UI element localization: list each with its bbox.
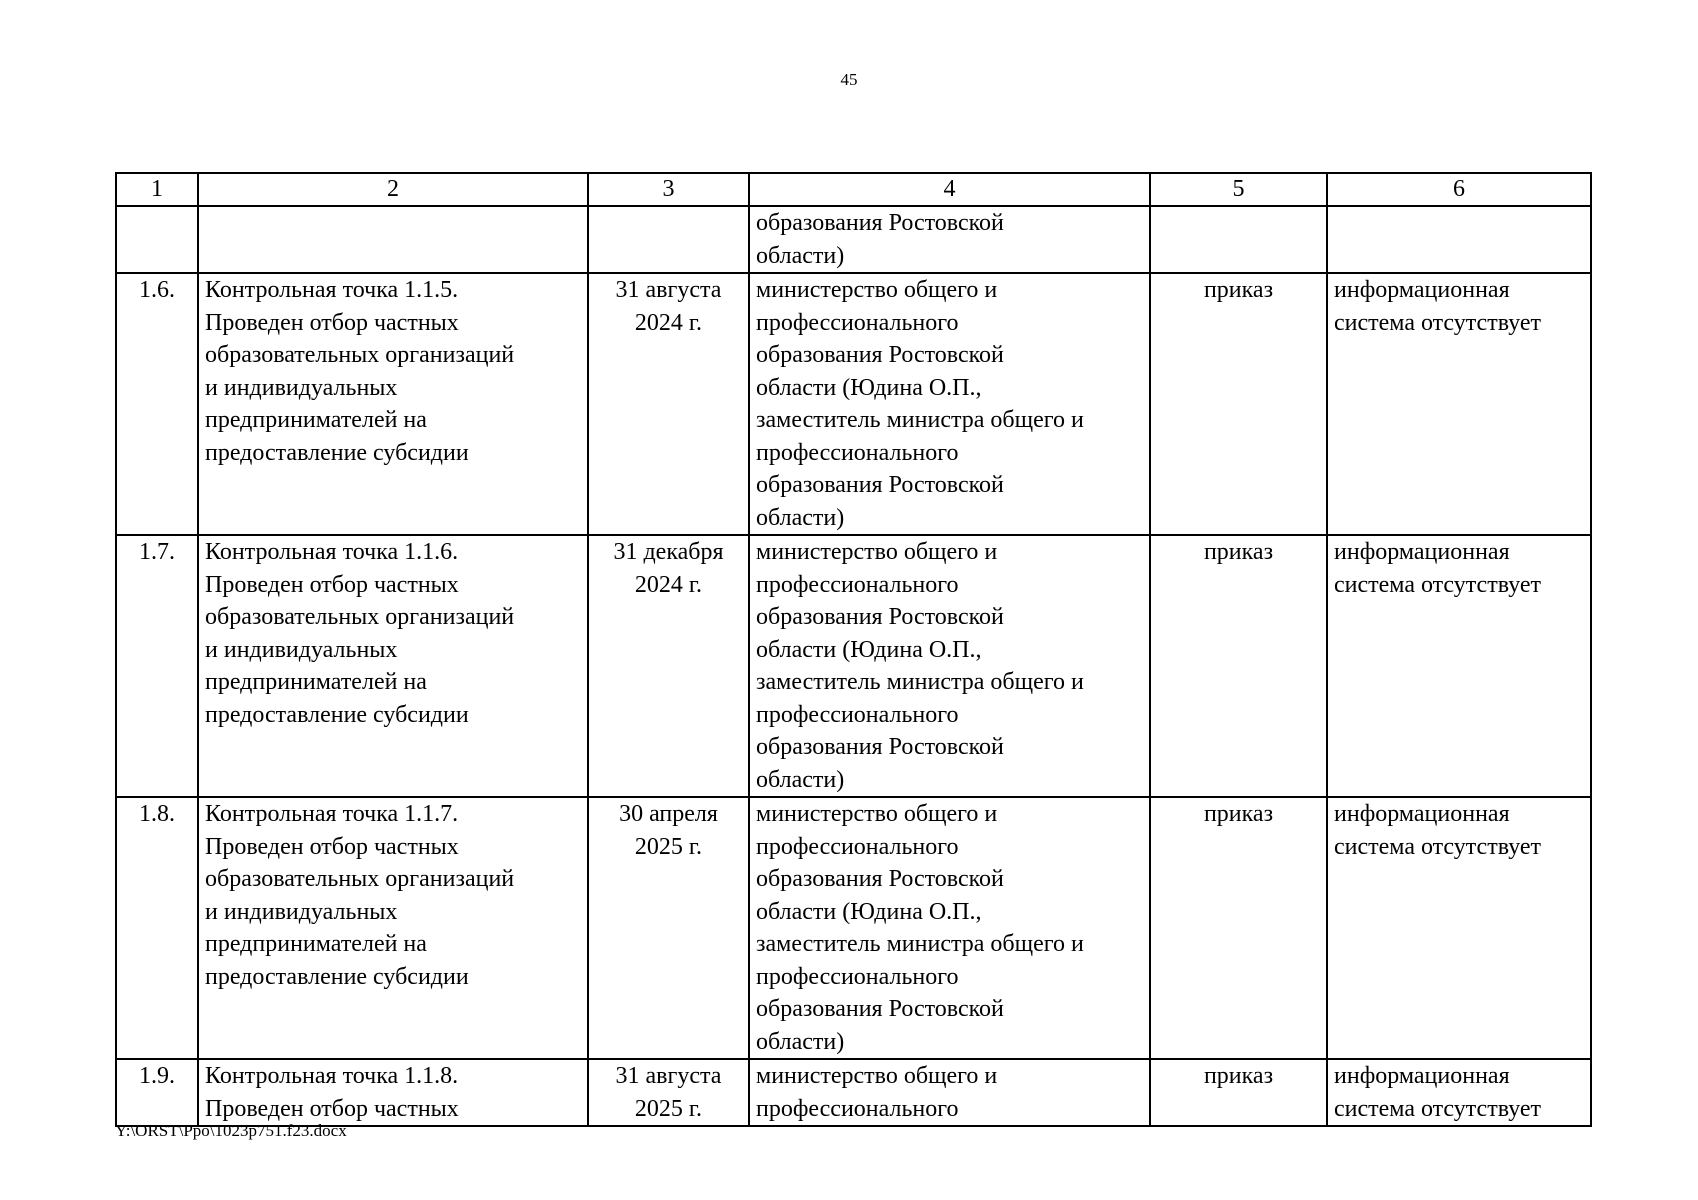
description-cell-line: и индивидуальных [205,898,398,925]
row-number-cell: 1.7. [116,535,198,797]
plan-table [115,172,1592,1127]
description-cell-line: образовательных организаций [205,866,515,892]
document-type-cell: приказ [1150,1059,1327,1126]
description-cell-line: предоставление субсидии [205,701,469,728]
responsible-cell-line: области (Юдина О.П., [756,374,982,401]
description-cell-line: предоставление субсидии [205,963,469,990]
responsible-cell-line: заместитель министра общего и [756,931,1084,957]
responsible-cell-line: образования Ростовской [756,604,1004,630]
responsible-cell-line: образования Ростовской [756,342,1004,368]
description-cell-line: предпринимателей на [205,407,427,433]
document-type-cell: приказ [1150,797,1327,1059]
page-number: 45 [840,70,858,89]
description-cell-line: Контрольная точка 1.1.5. [205,277,459,303]
responsible-cell [749,1059,1150,1126]
header-cell-2: 2 [198,173,588,206]
responsible-cell-line: образования Ростовской [756,210,1004,236]
row-number-cell [116,206,198,273]
description-cell [198,535,588,797]
description-cell-line: предпринимателей на [205,931,427,957]
description-cell-line: образовательных организаций [205,604,515,630]
responsible-cell-line: профессионального [756,571,959,598]
responsible-cell-line: профессионального [756,309,959,336]
document-type-cell [1150,206,1327,273]
responsible-cell [749,273,1150,535]
table-row [116,1059,1591,1126]
header-cell-4: 4 [749,173,1150,206]
description-cell-line: Контрольная точка 1.1.6. [205,539,459,565]
responsible-cell-line: министерство общего и [756,277,998,303]
description-cell [198,797,588,1059]
date-cell-line: 2024 г. [634,571,703,598]
responsible-cell [749,797,1150,1059]
table-row [116,273,1591,535]
responsible-cell [749,535,1150,797]
table-row [116,206,1591,273]
date-cell [588,273,749,535]
responsible-cell-line: профессионального [756,701,959,728]
information-system-cell-line: информационная [1334,539,1510,565]
responsible-cell-line: образования Ростовской [756,996,1004,1022]
description-cell-line: Проведен отбор частных [205,309,459,336]
responsible-cell-line: образования Ростовской [756,472,1004,498]
responsible-cell-line: профессионального [756,439,959,466]
responsible-cell-line: министерство общего и [756,1063,998,1089]
date-cell-line: 2025 г. [634,1095,703,1122]
responsible-cell-line: области) [756,242,845,269]
file-path-footer: Y:\ORST\Ppo\1023p751.f23.docx [115,1121,347,1140]
responsible-cell-line: области (Юдина О.П., [756,898,982,925]
description-cell-line: образовательных организаций [205,342,515,368]
date-cell-line: 2024 г. [634,309,703,336]
information-system-cell [1327,797,1591,1059]
responsible-cell-line: образования Ростовской [756,734,1004,760]
information-system-cell-line: система отсутствует [1334,571,1542,598]
description-cell-line: Контрольная точка 1.1.8. [205,1063,459,1089]
responsible-cell-line: заместитель министра общего и [756,669,1084,695]
information-system-cell [1327,535,1591,797]
responsible-cell-line: образования Ростовской [756,866,1004,892]
responsible-cell-line: профессионального [756,963,959,990]
responsible-cell-line: области) [756,1028,845,1055]
date-cell-line: 31 декабря [613,539,724,565]
description-cell-line: и индивидуальных [205,374,398,401]
header-cell-1: 1 [116,173,198,206]
information-system-cell-line: система отсутствует [1334,309,1542,336]
responsible-cell-line: заместитель министра общего и [756,407,1084,433]
row-number-cell: 1.8. [116,797,198,1059]
description-cell [198,1059,588,1126]
description-cell-line: предпринимателей на [205,669,427,695]
information-system-cell-line: информационная [1334,277,1510,303]
date-cell-line: 2025 г. [634,833,703,860]
information-system-cell [1327,206,1591,273]
description-cell-line: Проведен отбор частных [205,571,459,598]
responsible-cell-line: министерство общего и [756,539,998,565]
information-system-cell [1327,1059,1591,1126]
responsible-cell-line: министерство общего и [756,801,998,827]
information-system-cell-line: система отсутствует [1334,1095,1542,1122]
information-system-cell [1327,273,1591,535]
description-cell [198,273,588,535]
table-row [116,535,1591,797]
description-cell-line: Проведен отбор частных [205,833,459,860]
table-header-row [116,173,1591,206]
header-cell-3: 3 [588,173,749,206]
responsible-cell-line: области (Юдина О.П., [756,636,982,663]
date-cell [588,1059,749,1126]
document-type-cell: приказ [1150,273,1327,535]
date-cell-line: 31 августа [615,277,722,303]
description-cell [198,206,588,273]
row-number-cell: 1.9. [116,1059,198,1126]
document-type-cell: приказ [1150,535,1327,797]
description-cell-line: Проведен отбор частных [205,1095,459,1122]
date-cell [588,535,749,797]
responsible-cell [749,206,1150,273]
description-cell-line: Контрольная точка 1.1.7. [205,801,459,827]
date-cell [588,797,749,1059]
responsible-cell-line: профессионального [756,1095,959,1122]
description-cell-line: предоставление субсидии [205,439,469,466]
description-cell-line: и индивидуальных [205,636,398,663]
responsible-cell-line: области) [756,766,845,793]
information-system-cell-line: система отсутствует [1334,833,1542,860]
header-cell-5: 5 [1150,173,1327,206]
row-number-cell: 1.6. [116,273,198,535]
header-cell-6: 6 [1327,173,1591,206]
date-cell-line: 31 августа [615,1063,722,1089]
date-cell-line: 30 апреля [619,801,718,827]
information-system-cell-line: информационная [1334,1063,1510,1089]
responsible-cell-line: профессионального [756,833,959,860]
table-row [116,797,1591,1059]
date-cell [588,206,749,273]
information-system-cell-line: информационная [1334,801,1510,827]
responsible-cell-line: области) [756,504,845,531]
